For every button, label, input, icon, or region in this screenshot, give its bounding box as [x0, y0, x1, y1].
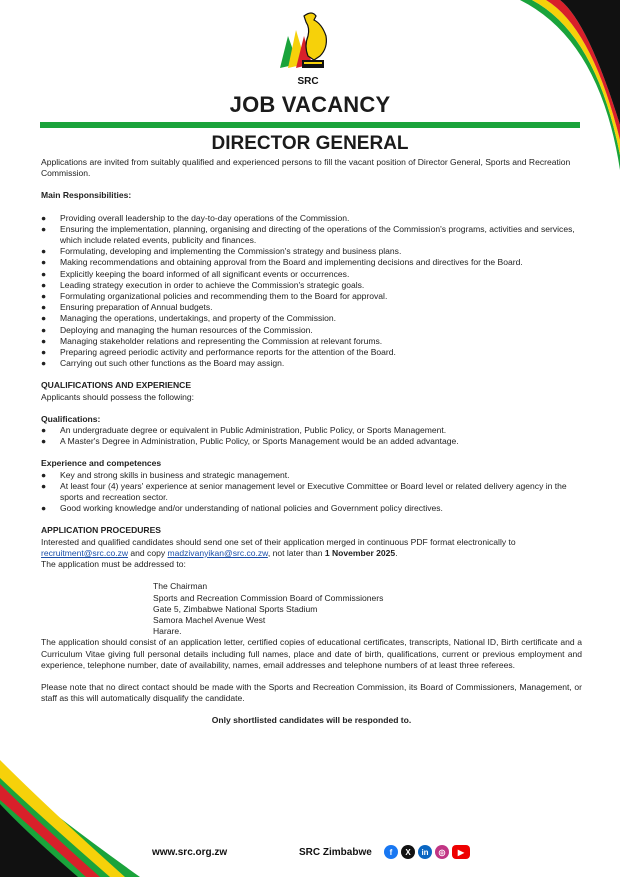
list-item: ● Explicitly keeping the board informed of all significant events or occurrences. [41, 268, 350, 279]
page-title: JOB VACANCY [229, 92, 391, 117]
x-icon[interactable]: X [401, 845, 415, 859]
list-item: ● Managing the operations, undertakings, and property of the Commission. [41, 313, 337, 324]
deadline: 1 November 2025 [324, 547, 396, 558]
procedures-heading: APPLICATION PROCEDURES [41, 525, 161, 536]
list-item: ● Providing overall leadership to the day-to-day operations of the Commission. [41, 212, 350, 223]
brand-name: SRC Zimbabwe [299, 847, 372, 858]
list-item: ● A Master's Degree in Administration, Public Policy, or Sports Management would be an added advantage. [41, 436, 459, 447]
qualifications-heading: Qualifications: [41, 413, 101, 424]
list-item: ● Key and strong skills in business and strategic management. [41, 469, 290, 480]
facebook-icon[interactable]: f [384, 845, 398, 859]
recruitment-email-link[interactable]: recruitment@src.co.zw [41, 547, 129, 558]
list-item: ● Making recommendations and obtaining approval from the Board and implementing decisions and directives for the Board. [41, 257, 523, 268]
list-item: ● Formulating, developing and implementing the Commission's strategy and business plans. [41, 246, 402, 257]
documents-text: The application should consist of an application letter, certified copies of educational certificates, transcripts, National ID, Birth certificate and a Curriculum Vitae giving full personal details including full names, place and date of birth, qualifications, current or previous employment and experience, telephone number, date of availability, names, email addresses and telephone numbers of at least three referees. [41, 637, 582, 670]
address-line: Sports and Recreation Commission Board of Commissioners [153, 592, 384, 603]
list-item: ● Managing stakeholder relations and representing the Commission at relevant forums. [41, 335, 383, 346]
procedures-text: Interested and qualified candidates should send one set of their application merged in continuous PDF format electronically to recruitment@src.co.zw and copy madzivanyikan@src.co.zw, not later than 1 November 2025. [41, 536, 516, 558]
qualifications-experience-subtext: Applicants should possess the following: [41, 391, 194, 402]
youtube-icon[interactable]: ▶ [452, 845, 470, 859]
qualifications-experience-heading: QUALIFICATIONS AND EXPERIENCE [41, 380, 192, 391]
list-item: ● Preparing agreed periodic activity and performance reports for the attention of the Board. [41, 347, 396, 358]
address-line: Gate 5, Zimbabwe National Sports Stadium [153, 603, 318, 614]
src-logo [274, 6, 342, 88]
experience-list [41, 470, 582, 515]
position-title: DIRECTOR GENERAL [211, 133, 409, 154]
address-line: The Chairman [153, 581, 208, 592]
list-item: ● Good working knowledge and/or understanding of national policies and Government policy directives. [41, 503, 443, 514]
intro-text: Applications are invited from suitably qualified and experienced persons to fill the vacant position of Director General, Sports and Recreation Commission. [41, 157, 571, 179]
list-item: ● Ensuring the implementation, planning, organising and directing of the operations of the Commission's programs, activities and services, which include related events, publicity and finances. [41, 223, 575, 246]
vacancy-content [41, 157, 582, 727]
responsibilities-heading: Main Responsibilities: [41, 190, 132, 201]
list-item: ● Carrying out such other functions as the Board may assign. [41, 358, 285, 369]
list-item: ● Ensuring preparation of Annual budgets. [41, 302, 213, 313]
experience-heading: Experience and competences [41, 458, 162, 469]
no-contact-note: Please note that no direct contact should be made with the Sports and Recreation Commission, its Board of Commissioners, Management, or staff as this will automatically disqualify the candidate. [41, 681, 582, 704]
website-link[interactable]: www.src.org.zw [152, 847, 228, 858]
list-item: ● Formulating organizational policies and recommending them to the Board for approval. [41, 291, 388, 302]
list-item: ● At least four (4) years' experience at senior management level or Executive Committee or Board level or related delivery agency in the sports and recreation sector. [41, 480, 567, 503]
address-line: Samora Machel Avenue West [153, 614, 266, 625]
divider-bar [40, 122, 580, 128]
social-icons [384, 845, 470, 859]
footer [0, 840, 620, 866]
address-intro: The application must be addressed to: [41, 559, 186, 570]
zimbabwe-bird-icon [274, 6, 342, 76]
address-line: Harare. [153, 626, 182, 637]
postal-address [41, 581, 582, 637]
responsibilities-list [41, 213, 582, 370]
linkedin-icon[interactable]: in [418, 845, 432, 859]
copy-email-link[interactable]: madzivanyikan@src.co.zw [167, 547, 268, 558]
qualifications-list [41, 425, 582, 447]
logo-text: SRC [297, 76, 319, 87]
instagram-icon[interactable]: ◎ [435, 845, 449, 859]
shortlist-note: Only shortlisted candidates will be responded to. [211, 715, 412, 726]
list-item: ● An undergraduate degree or equivalent in Public Administration, Public Policy, or Sports Management. [41, 425, 447, 436]
list-item: ● Deploying and managing the human resources of the Commission. [41, 324, 313, 335]
list-item: ● Leading strategy execution in order to achieve the Commission's strategic goals. [41, 279, 365, 290]
